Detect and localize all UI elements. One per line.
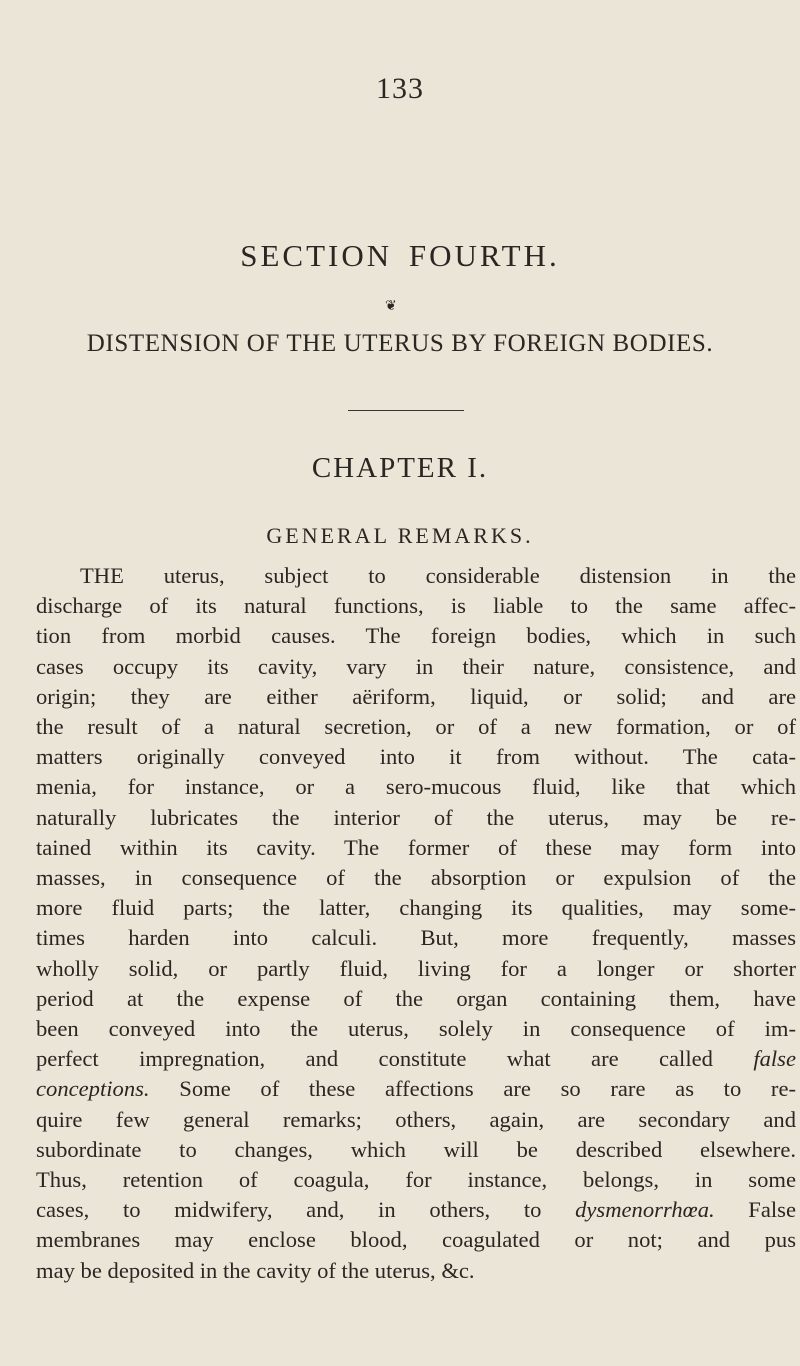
text-segment: may be deposited in the cavity of the uterus, &c. [36, 1257, 475, 1283]
text-segment: tion from morbid causes. The foreign bodies, which in such [36, 623, 796, 649]
text-segment: false [753, 1046, 796, 1072]
text-segment: dysmenorrhœa. [575, 1197, 715, 1223]
text-line [36, 893, 796, 923]
text-segment: subordinate to changes, which will be described elsewhere. [36, 1136, 796, 1162]
text-line [36, 1225, 796, 1255]
section-subtitle: DISTENSION OF THE UTERUS BY FOREIGN BODIES. [86, 330, 714, 357]
text-line [36, 1014, 796, 1044]
text-line [36, 863, 796, 893]
ornament-icon: ❦ [385, 299, 397, 314]
text-segment: Some of these affections are so rare as to re- [149, 1076, 796, 1102]
divider-rule [348, 410, 464, 411]
text-segment: the result of a natural secretion, or of a new formation, or of [36, 714, 796, 740]
text-segment: menia, for instance, or a sero-mucous fluid, like that which [36, 774, 796, 800]
text-line [36, 833, 796, 863]
text-line [36, 954, 796, 984]
text-segment: more fluid parts; the latter, changing its qualities, may some- [36, 895, 796, 921]
chapter-title: CHAPTER I. [311, 452, 489, 484]
body-paragraph [36, 561, 796, 1286]
text-line [36, 984, 796, 1014]
text-line [36, 591, 796, 621]
text-segment: membranes may enclose blood, coagulated or not; and pus [36, 1227, 796, 1253]
text-line [36, 682, 796, 712]
text-line [36, 923, 796, 953]
text-line [36, 1195, 796, 1225]
text-segment: THE [80, 563, 124, 588]
text-line [36, 1165, 796, 1195]
page-number: 133 [376, 72, 424, 105]
text-line [36, 1256, 796, 1286]
text-segment: been conveyed into the uterus, solely in consequence of im- [36, 1016, 796, 1042]
text-segment: period at the expense of the organ containing them, have [36, 985, 796, 1011]
text-line [36, 1074, 796, 1104]
section-title: SECTION FOURTH. [240, 238, 560, 273]
text-line [36, 1135, 796, 1165]
text-segment: cases, to midwifery, and, in others, to [36, 1197, 576, 1223]
text-segment: discharge of its natural functions, is liable to the same affec- [36, 593, 796, 619]
text-line [36, 621, 796, 651]
text-segment: origin; they are either aëriform, liquid, or solid; and are [36, 683, 796, 709]
text-segment: quire few general remarks; others, again, are secondary and [36, 1106, 796, 1132]
text-segment: conceptions. [36, 1076, 150, 1102]
text-segment: Thus, retention of coagula, for instance, belongs, in some [36, 1167, 796, 1193]
text-line [36, 712, 796, 742]
text-segment: cases occupy its cavity, vary in their nature, consistence, and [36, 653, 796, 679]
text-segment: False [714, 1197, 796, 1223]
text-line [36, 561, 796, 591]
text-line [36, 742, 796, 772]
text-segment: matters originally conveyed into it from without. The cata- [36, 744, 796, 770]
text-segment: wholly solid, or partly fluid, living for a longer or shorter [36, 955, 796, 981]
text-segment: naturally lubricates the interior of the uterus, may be re- [36, 804, 796, 830]
text-line [36, 803, 796, 833]
text-segment: tained within its cavity. The former of these may form into [36, 834, 796, 860]
text-line [36, 772, 796, 802]
text-line [36, 652, 796, 682]
text-line [36, 1044, 796, 1074]
text-line [36, 1105, 796, 1135]
text-segment: perfect impregnation, and constitute what are called [36, 1046, 754, 1072]
text-segment: uterus, subject to considerable distension in the [123, 563, 796, 588]
text-segment: times harden into calculi. But, more frequently, masses [36, 925, 796, 951]
section-heading: GENERAL REMARKS. [266, 523, 534, 548]
text-segment: masses, in consequence of the absorption or expulsion of the [36, 865, 796, 891]
